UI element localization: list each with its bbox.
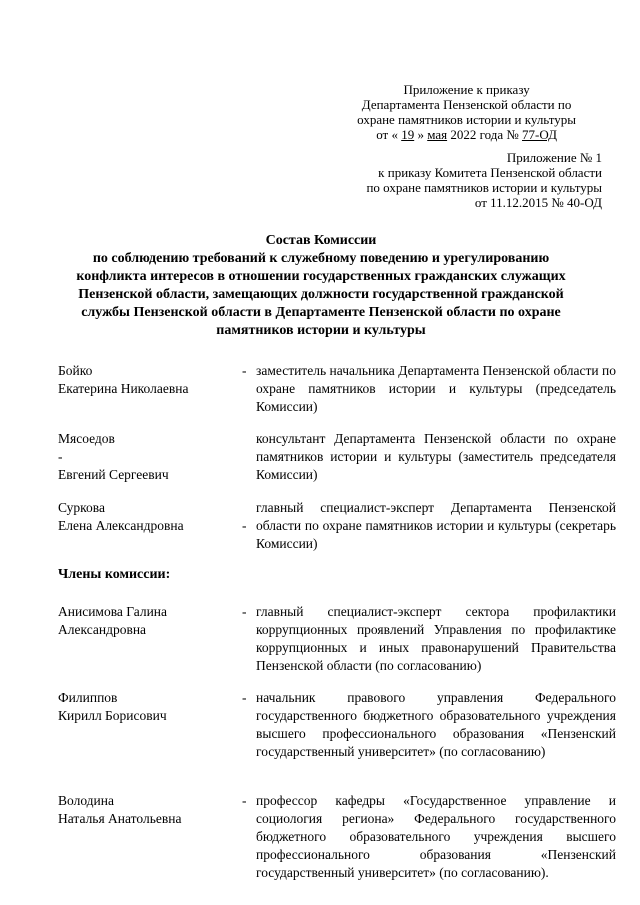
member-given-name: Евгений Сергеевич (58, 467, 169, 482)
member-role: заместитель начальника Департамента Пензенской области по охране памятников истории и культуры (председатель Комиссии) (256, 363, 616, 414)
member-dash: - (58, 449, 63, 464)
appendix-line1: Приложение к приказу (403, 82, 530, 97)
title-line3: конфликта интересов в отношении государственных гражданских служащих (76, 269, 566, 284)
date-prefix: от « (376, 127, 398, 142)
member-given-name: Александровна (58, 622, 147, 637)
member-dash: - (242, 518, 247, 533)
member-surname: Мясоедов (58, 431, 115, 446)
appendix-old-line1: Приложение № 1 (506, 150, 602, 165)
appendix-old-line3: по охране памятников истории и культуры (366, 180, 602, 195)
member-role: главный специалист-эксперт сектора профилактики коррупционных проявлений Управления по профилактике коррупционных и иных правонарушений Правительства Пензенской области (по согласованию) (256, 604, 616, 673)
member-given-name: Кирилл Борисович (58, 708, 167, 723)
member-surname: Филиппов (58, 690, 118, 705)
appendix-old-block (366, 150, 602, 210)
appendix-block (357, 82, 576, 142)
appendix-old-line2: к приказу Комитета Пензенской области (378, 165, 602, 180)
member-dash: - (242, 363, 247, 378)
member-name (58, 792, 238, 828)
member-surname: Володина (58, 793, 114, 808)
member-given-name: Наталья Анатольевна (58, 811, 182, 826)
date-month: мая (427, 127, 448, 142)
member-name (58, 603, 238, 639)
member-role: главный специалист-эксперт Департамента Пензенской области по охране памятников истории и культуры (секретарь Комиссии) (256, 500, 616, 551)
date-year: 2022 года № (450, 127, 519, 142)
member-dash: - (242, 793, 247, 808)
date-day: 19 (401, 127, 415, 142)
member-name (58, 362, 238, 398)
title-line2: по соблюдению требований к служебному поведению и урегулированию (92, 251, 550, 266)
member-given-name: Елена Александровна (58, 518, 184, 533)
member-role: консультант Департамента Пензенской области по охране памятников истории и культуры (заместитель председателя Комиссии) (256, 431, 616, 482)
date-number: 77-ОД (522, 127, 557, 142)
appendix-line2: Департамента Пензенской области по (361, 97, 572, 112)
member-surname: Суркова (58, 500, 105, 515)
member-dash: - (242, 690, 247, 705)
title-line4: Пензенской области, замещающих должности государственной гражданской (78, 287, 564, 302)
member-name (58, 689, 238, 725)
title-line6: памятников истории и культуры (216, 323, 426, 338)
member-name (58, 499, 238, 535)
member-dash: - (242, 604, 247, 619)
appendix-line3: охране памятников истории и культуры (357, 112, 576, 127)
member-surname: Анисимова Галина (58, 604, 168, 619)
member-role: начальник правового управления Федерального государственного бюджетного образовательного учреждения высшего профессионального образования «Пензенский государственный университет» (по согласованию) (256, 690, 616, 759)
appendix-old-line4: от 11.12.2015 № 40-ОД (474, 195, 602, 210)
date-mid: » (417, 127, 424, 142)
member-surname: Бойко (58, 363, 93, 378)
member-given-name: Екатерина Николаевна (58, 381, 189, 396)
document-title (58, 232, 584, 340)
title-line5: службы Пензенской области в Департаменте Пензенской области по охране (81, 305, 561, 320)
title-line1: Состав Комиссии (265, 233, 377, 248)
member-name (58, 430, 238, 484)
member-role: профессор кафедры «Государственное управление и социология региона» Федерального государственного бюджетного образовательного учреждения высшего профессионального образования «Пензенский государственный университет» (по согласованию). (256, 793, 616, 880)
appendix-date (357, 127, 576, 142)
members-heading: Члены комиссии: (58, 567, 171, 582)
